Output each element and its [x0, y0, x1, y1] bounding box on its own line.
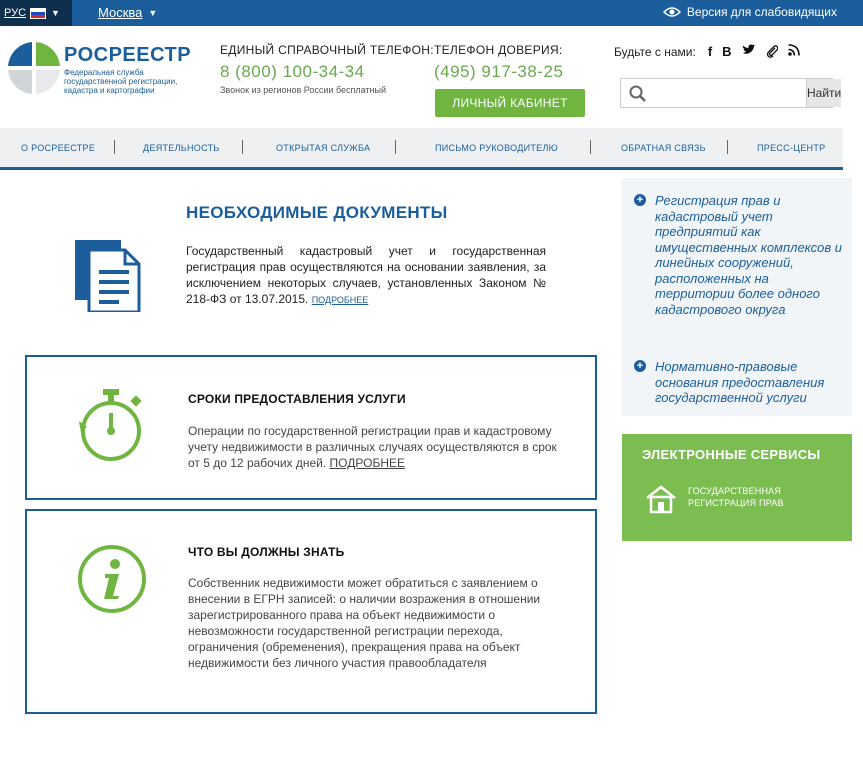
caret-down-icon[interactable]: ▼ — [51, 8, 60, 18]
rosreestr-logo[interactable] — [4, 38, 64, 112]
service-terms-title: СРОКИ ПРЕДОСТАВЛЕНИЯ УСЛУГИ — [188, 392, 406, 406]
search-button[interactable]: Найти — [806, 79, 841, 107]
e-services-title: ЭЛЕКТРОННЫЕ СЕРВИСЫ — [642, 447, 821, 462]
nav-divider — [590, 140, 591, 154]
plus-circle-icon[interactable]: + — [634, 360, 646, 372]
nav-divider — [242, 140, 243, 154]
city-selector[interactable] — [98, 5, 157, 20]
house-icon[interactable] — [644, 484, 678, 514]
trust-phone-label: ТЕЛЕФОН ДОВЕРИЯ: — [434, 43, 563, 57]
nav-divider — [727, 140, 728, 154]
e-service-item-registration[interactable]: ГОСУДАРСТВЕННАЯ РЕГИСТРАЦИЯ ПРАВ — [688, 486, 784, 508]
intro-paragraph — [186, 243, 546, 308]
search-icon — [629, 85, 647, 103]
intro-text: Государственный кадастровый учет и государственная регистрация прав осуществляются на основании заявления, за исключением некоторых случаев, установленных Законом № 218-ФЗ от 13.07.2015. — [186, 244, 546, 306]
facebook-icon[interactable]: f — [707, 44, 713, 59]
trust-phone-block — [434, 43, 563, 82]
stopwatch-icon — [77, 387, 147, 463]
hotline-number: 8 (800) 100-34-34 — [220, 62, 365, 81]
hotline-label: ЕДИНЫЙ СПРАВОЧНЫЙ ТЕЛЕФОН: — [220, 43, 434, 57]
need-to-know-title: ЧТО ВЫ ДОЛЖНЫ ЗНАТЬ — [188, 545, 345, 559]
e-services-panel — [622, 434, 852, 541]
sidebar-link-enterprise-registration[interactable]: Регистрация прав и кадастровый учет предприятий как имущественных комплексов и линейных сооружений, расположенных на территории более одного кадастрового округа — [655, 193, 843, 317]
vk-icon[interactable]: B — [722, 44, 732, 59]
accessibility-label[interactable]: Версия для слабовидящих — [686, 5, 837, 19]
accessibility-link[interactable] — [663, 5, 837, 19]
social-links — [614, 44, 800, 59]
twitter-icon[interactable] — [742, 44, 756, 56]
nav-item-press-center[interactable]: ПРЕСС-ЦЕНТР — [757, 143, 826, 153]
nav-item-letter-to-head[interactable]: ПИСЬМО РУКОВОДИТЕЛЮ — [435, 143, 559, 153]
intro-more-link[interactable]: ПОДРОБНЕЕ — [311, 295, 369, 305]
search-box — [620, 78, 842, 108]
russia-flag-icon — [30, 8, 46, 19]
document-icon — [75, 240, 141, 312]
need-to-know-card — [25, 509, 597, 714]
language-label[interactable]: РУС — [4, 7, 27, 19]
search-input[interactable] — [621, 79, 806, 107]
chevron-down-icon[interactable]: ▼ — [148, 7, 158, 18]
sidebar-links — [622, 178, 852, 416]
nav-item-about[interactable]: О РОСРЕЕСТРЕ — [21, 143, 96, 153]
nav-item-open-service[interactable]: ОТКРЫТАЯ СЛУЖБА — [276, 143, 371, 153]
need-to-know-text: Собственник недвижимости может обратиться с заявлением о внесении в ЕГРН записей: о наличии возражения в отношении зарегистрированного права на объект недвижимости о невозможности государственной регистрации перехода, ограничения (обременения), прекращения права на объект недвижимости без личного участия правообладателя — [188, 576, 541, 670]
nav-item-activity[interactable]: ДЕЯТЕЛЬНОСТЬ — [143, 143, 220, 153]
sidebar-link-legal-basis[interactable]: Нормативно-правовые основания предоставления государственной услуги — [655, 359, 825, 405]
logo-subtitle: Федеральная служба государственной регистрации, кадастра и картографии — [64, 68, 178, 95]
nav-item-feedback[interactable]: ОБРАТНАЯ СВЯЗЬ — [621, 143, 706, 153]
eye-icon — [663, 6, 681, 18]
nav-divider — [114, 140, 115, 154]
rss-icon[interactable] — [788, 44, 800, 56]
main-nav — [0, 128, 843, 170]
info-icon — [77, 544, 147, 614]
personal-cabinet-button[interactable]: ЛИЧНЫЙ КАБИНЕТ — [435, 89, 585, 117]
top-bar — [0, 0, 863, 26]
service-terms-card — [25, 355, 597, 500]
nav-divider — [395, 140, 396, 154]
plus-circle-icon[interactable]: + — [634, 194, 646, 206]
hotline-note: Звонок из регионов России бесплатный — [220, 85, 387, 95]
trust-phone-number: (495) 917-38-25 — [434, 62, 564, 81]
page-title: НЕОБХОДИМЫЕ ДОКУМЕНТЫ — [186, 203, 448, 222]
service-terms-more-link[interactable]: ПОДРОБНЕЕ — [329, 456, 405, 470]
hotline-phone-block — [220, 43, 434, 95]
service-terms-paragraph — [188, 423, 558, 471]
service-terms-text: Операции по государственной регистрации прав и кадастровому учету недвижимости в различных случаях осуществляются в срок от 5 до 12 рабочих дней. — [188, 424, 557, 470]
logo-title[interactable]: РОСРЕЕСТР — [64, 44, 192, 66]
language-switcher[interactable] — [0, 0, 72, 26]
paperclip-icon[interactable] — [766, 44, 778, 58]
social-label: Будьте с нами: — [614, 44, 696, 59]
city-label[interactable]: Москва — [98, 5, 143, 20]
